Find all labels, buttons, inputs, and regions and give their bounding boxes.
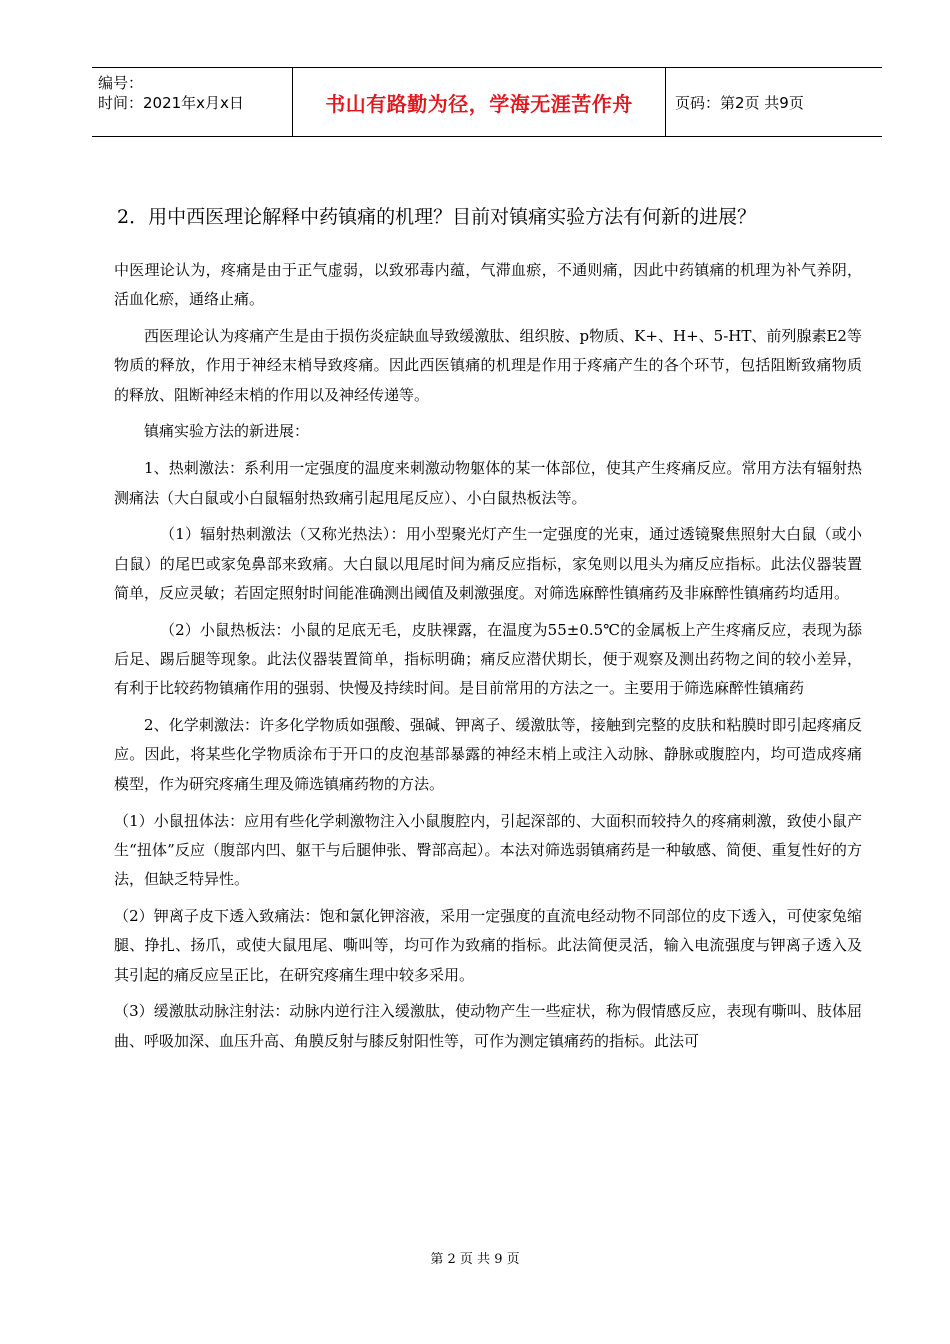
question-title: 2．用中西医理论解释中药镇痛的机理？目前对镇痛实验方法有何新的进展？ xyxy=(117,206,757,228)
paragraph-heat-stimulus: 1、热刺激法：系利用一定强度的温度来刺激动物躯体的某一体部位，使其产生疼痛反应。常用方法有辐射热测痛法（大白鼠或小白鼠辐射热致痛引起甩尾反应）、小白鼠热板法等。 xyxy=(114,459,862,507)
page-header xyxy=(92,67,882,137)
paragraph-hot-plate: （2）小鼠热板法：小鼠的足底无毛，皮肤裸露，在温度为55±0.5℃的金属板上产生疼痛反应，表现为舔后足、踢后腿等现象。此法仪器装置简单，指标明确；痛反应潜伏期长，便于观察及测出药物之间的较小差异，有利于比较药物镇痛作用的强弱、快慢及持续时间。是目前常用的方法之一。主要用于筛选麻醉性镇痛药 xyxy=(114,620,862,698)
paragraph-writhing: （1）小鼠扭体法：应用有些化学刺激物注入小鼠腹腔内，引起深部的、大面积而较持久的疼痛刺激，致使小鼠产生“扭体”反应（腹部内凹、躯干与后腿伸张、臀部高起）。本法对筛选弱镇痛药是一种敏感、简便、重复性好的方法，但缺乏特异性。 xyxy=(114,811,862,889)
paragraph-tcm: 中医理论认为，疼痛是由于正气虚弱，以致邪毒内蕴，气滞血瘀，不通则痛，因此中药镇痛的机理为补气养阴，活血化瘀，通络止痛。 xyxy=(114,261,862,309)
paragraph-progress-heading: 镇痛实验方法的新进展： xyxy=(144,422,310,441)
paragraph-potassium: （2）钾离子皮下透入致痛法：饱和氯化钾溶液，采用一定强度的直流电经动物不同部位的皮下透入，可使家兔缩腿、挣扎、扬爪，或使大鼠甩尾、嘶叫等，均可作为致痛的指标。此法简便灵活，输入电流强度与钾离子透入及其引起的痛反应呈正比，在研究疼痛生理中较多采用。 xyxy=(114,906,862,984)
page-code: 页码：第2页 共9页 xyxy=(675,93,804,112)
header-motto-cell xyxy=(292,68,666,136)
time-label: 时间：2021年x月x日 xyxy=(98,94,244,112)
page-footer: 第 2 页 共 9 页 xyxy=(430,1252,520,1267)
paragraph-radiant-heat: （1）辐射热刺激法（又称光热法）：用小型聚光灯产生一定强度的光束，通过透镜聚焦照射大白鼠（或小白鼠）的尾巴或家兔鼻部来致痛。大白鼠以甩尾时间为痛反应指标，家兔则以甩头为痛反应指标。此法仪器装置简单，反应灵敏；若固定照射时间能准确测出阈值及刺激强度。对筛选麻醉性镇痛药及非麻醉性镇痛药均适用。 xyxy=(114,525,862,602)
paragraph-chemical-stimulus: 2、化学刺激法：许多化学物质如强酸、强碱、钾离子、缓激肽等，接触到完整的皮肤和粘膜时即引起疼痛反应。因此，将某些化学物质涂布于开口的皮泡基部暴露的神经末梢上或注入动脉、静脉或腹腔内，均可造成疼痛模型，作为研究疼痛生理及筛选镇痛药物的方法。 xyxy=(114,716,862,793)
body-text xyxy=(114,256,862,1056)
number-label: 编号： xyxy=(98,74,144,92)
header-page-cell xyxy=(665,68,882,136)
paragraph-western: 西医理论认为疼痛产生是由于损伤炎症缺血导致缓激肽、组织胺、p物质、K+、H+、5-HT、前列腺素E2等物质的释放，作用于神经末梢导致疼痛。因此西医镇痛的机理是作用于疼痛产生的各个环节，包括阻断致痛物质的释放、阻断神经末梢的作用以及神经传递等。 xyxy=(114,327,862,404)
paragraph-bradykinin: （3）缓激肽动脉注射法：动脉内逆行注入缓激肽，使动物产生一些症状，称为假情感反应，表现有嘶叫、肢体屈曲、呼吸加深、血压升高、角膜反射与膝反射阳性等，可作为测定镇痛药的指标。此法可 xyxy=(114,1002,862,1050)
motto: 书山有路勤为径，学海无涯苦作舟 xyxy=(325,91,633,116)
header-meta xyxy=(92,68,292,136)
